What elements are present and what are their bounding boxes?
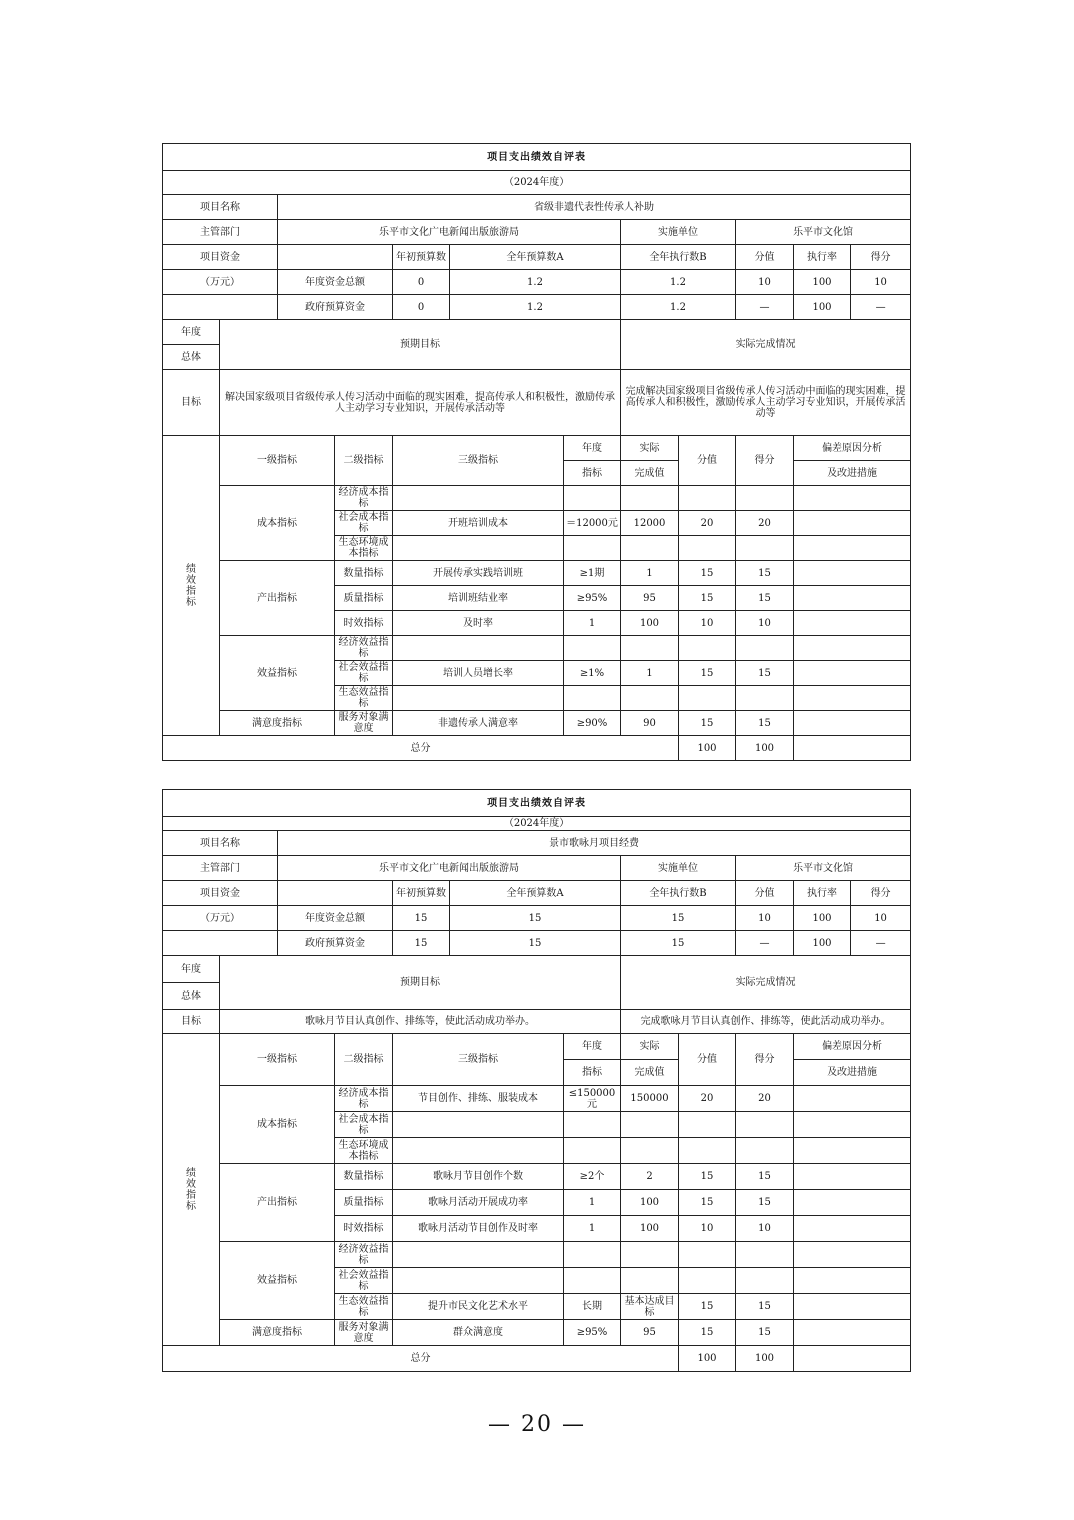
impl-unit-label: 实施单位 — [621, 856, 736, 881]
year-index-header: 年度 — [564, 436, 621, 461]
score-value: 10 — [679, 611, 736, 636]
lvl3-indicator: 节目创作、排练、服装成本 — [393, 1086, 564, 1112]
score-value — [679, 1268, 736, 1294]
col-header: 执行率 — [794, 245, 851, 270]
got-value: 15 — [736, 661, 794, 686]
annual-exec: 15 — [621, 906, 736, 931]
table-row — [163, 561, 911, 586]
actual-value: 1 — [621, 661, 679, 686]
project-name-value: 省级非遗代表性传承人补助 — [278, 195, 911, 220]
annual-full: 1.2 — [450, 270, 621, 295]
lvl2-indicator: 服务对象满意度 — [335, 711, 393, 736]
lvl3-indicator: 歌咏月节目创作个数 — [393, 1164, 564, 1190]
lvl2-indicator: 生态效益指标 — [335, 686, 393, 711]
actual-value: 95 — [621, 586, 679, 611]
dept-value: 乐平市文化广电新闻出版旅游局 — [278, 856, 621, 881]
lvl1-indicator: 效益指标 — [220, 636, 335, 711]
lvl2-indicator: 生态环境成本指标 — [335, 1138, 393, 1164]
funds-label: 项目资金 — [163, 245, 278, 270]
impl-unit-label: 实施单位 — [621, 220, 736, 245]
deviation-value — [794, 1190, 911, 1216]
expected-target-text: 解决国家级项目省级传承人传习活动中面临的现实困难，提高传承人和积极性，激励传承人主动学习专业知识，开展传承活动等 — [220, 370, 621, 436]
col-header: 分值 — [736, 881, 794, 906]
deviation-value — [794, 511, 911, 536]
form-title: 项目支出绩效自评表 — [163, 790, 911, 817]
actual-value-header: 完成值 — [621, 461, 679, 486]
actual-value — [621, 1138, 679, 1164]
lvl3-indicator — [393, 636, 564, 661]
got-value: 10 — [736, 611, 794, 636]
year-target-value — [564, 1268, 621, 1294]
score-value: 15 — [679, 561, 736, 586]
impl-unit-value: 乐平市文化馆 — [736, 856, 911, 881]
lvl3-indicator — [393, 1112, 564, 1138]
gov-full: 1.2 — [450, 295, 621, 320]
target-year-label: 年度 — [163, 956, 220, 983]
score-value — [679, 1112, 736, 1138]
lvl3-indicator: 歌咏月活动节目创作及时率 — [393, 1216, 564, 1242]
lvl3-header: 三级指标 — [393, 436, 564, 486]
total-deviation — [794, 736, 911, 761]
col-header: 执行率 — [794, 881, 851, 906]
got-value: 15 — [736, 1294, 794, 1320]
target-overall-label: 总体 — [163, 345, 220, 370]
lvl3-indicator — [393, 536, 564, 561]
lvl3-indicator: 及时率 — [393, 611, 564, 636]
deviation-value — [794, 1138, 911, 1164]
got-value: 15 — [736, 1190, 794, 1216]
got-value — [736, 536, 794, 561]
total-deviation — [794, 1346, 911, 1372]
actual-header: 实际完成情况 — [621, 320, 911, 370]
lvl1-header: 一级指标 — [220, 436, 335, 486]
score-value: 20 — [679, 511, 736, 536]
year-target-value: 长期 — [564, 1294, 621, 1320]
lvl3-indicator: 培训人员增长率 — [393, 661, 564, 686]
deviation-value — [794, 1112, 911, 1138]
year-target-value — [564, 1112, 621, 1138]
perf-indicator-label — [163, 1034, 220, 1346]
year-target-value — [564, 636, 621, 661]
table-row — [163, 711, 911, 736]
lvl2-indicator: 经济效益指标 — [335, 636, 393, 661]
actual-value: 基本达成目标 — [621, 1294, 679, 1320]
lvl1-indicator: 成本指标 — [220, 486, 335, 561]
table-row — [163, 486, 911, 511]
actual-value: 100 — [621, 611, 679, 636]
deviation-value — [794, 536, 911, 561]
got-value: 20 — [736, 511, 794, 536]
actual-value — [621, 536, 679, 561]
score-value: 20 — [679, 1086, 736, 1112]
deviation-value — [794, 686, 911, 711]
annual-full: 15 — [450, 906, 621, 931]
lvl3-indicator: 非遗传承人满意率 — [393, 711, 564, 736]
total-label: 总分 — [163, 736, 679, 761]
total-score: 100 — [679, 736, 736, 761]
funds-label: 项目资金 — [163, 881, 278, 906]
gov-full: 15 — [450, 931, 621, 956]
year-target-value: 1 — [564, 1216, 621, 1242]
total-score: 100 — [679, 1346, 736, 1372]
funds-blank — [278, 881, 393, 906]
evaluation-table — [162, 143, 911, 761]
expected-target-text: 歌咏月节目认真创作、排练等，使此活动成功举办。 — [220, 1010, 621, 1034]
got-value: 15 — [736, 711, 794, 736]
year-target-value: ≥95% — [564, 1320, 621, 1346]
lvl3-indicator: 开班培训成本 — [393, 511, 564, 536]
got-value — [736, 1268, 794, 1294]
got-value — [736, 1242, 794, 1268]
target-overall-label: 总体 — [163, 983, 220, 1010]
got-value: 20 — [736, 1086, 794, 1112]
year-target-value — [564, 536, 621, 561]
lvl2-indicator: 社会效益指标 — [335, 661, 393, 686]
year-target-value: ≤150000元 — [564, 1086, 621, 1112]
col-header: 年初预算数 — [393, 881, 450, 906]
self-evaluation-form-1 — [162, 143, 910, 761]
lvl3-indicator: 培训班结业率 — [393, 586, 564, 611]
lvl2-indicator: 经济效益指标 — [335, 1242, 393, 1268]
year-index-header: 指标 — [564, 1060, 621, 1086]
annual-exec: 1.2 — [621, 270, 736, 295]
actual-value: 100 — [621, 1216, 679, 1242]
lvl3-indicator: 开展传承实践培训班 — [393, 561, 564, 586]
col-header: 得分 — [851, 881, 911, 906]
col-header: 全年预算数A — [450, 881, 621, 906]
score-value: 15 — [679, 1164, 736, 1190]
lvl1-indicator: 产出指标 — [220, 1164, 335, 1242]
dept-label: 主管部门 — [163, 220, 278, 245]
annual-rate: 100 — [794, 270, 851, 295]
deviation-value — [794, 1086, 911, 1112]
lvl2-indicator: 时效指标 — [335, 1216, 393, 1242]
deviation-value — [794, 611, 911, 636]
table-row — [163, 1320, 911, 1346]
annual-init: 15 — [393, 906, 450, 931]
lvl3-indicator: 群众满意度 — [393, 1320, 564, 1346]
col-header: 全年预算数A — [450, 245, 621, 270]
col-header: 全年执行数B — [621, 245, 736, 270]
lvl1-indicator: 满意度指标 — [220, 1320, 335, 1346]
lvl2-indicator: 经济成本指标 — [335, 486, 393, 511]
score-value: 15 — [679, 1320, 736, 1346]
funds-blank — [163, 931, 278, 956]
col-header: 分值 — [736, 245, 794, 270]
lvl1-indicator: 产出指标 — [220, 561, 335, 636]
actual-value-header: 实际 — [621, 436, 679, 461]
got-value — [736, 636, 794, 661]
got-header: 得分 — [736, 436, 794, 486]
expected-header: 预期目标 — [220, 956, 621, 1010]
impl-unit-value: 乐平市文化馆 — [736, 220, 911, 245]
score-header: 分值 — [679, 1034, 736, 1086]
perf-indicator-text: 绩效指标 — [186, 1167, 196, 1212]
score-value — [679, 636, 736, 661]
deviation-value — [794, 1164, 911, 1190]
year-target-value: ≥2个 — [564, 1164, 621, 1190]
col-header: 得分 — [851, 245, 911, 270]
actual-value — [621, 1112, 679, 1138]
deviation-value — [794, 636, 911, 661]
lvl2-indicator: 经济成本指标 — [335, 1086, 393, 1112]
gov-exec: 1.2 — [621, 295, 736, 320]
got-value: 15 — [736, 1164, 794, 1190]
year-target-value: ＝12000元 — [564, 511, 621, 536]
annual-got: 10 — [851, 906, 911, 931]
got-value — [736, 1138, 794, 1164]
gov-got: — — [851, 295, 911, 320]
actual-value: 150000 — [621, 1086, 679, 1112]
funds-blank — [278, 245, 393, 270]
actual-value-header: 实际 — [621, 1034, 679, 1060]
lvl1-indicator: 满意度指标 — [220, 711, 335, 736]
lvl3-indicator — [393, 686, 564, 711]
evaluation-table — [162, 789, 911, 1372]
gov-budget-label: 政府预算资金 — [278, 295, 393, 320]
actual-value-header: 完成值 — [621, 1060, 679, 1086]
lvl1-indicator: 成本指标 — [220, 1086, 335, 1164]
actual-value — [621, 636, 679, 661]
perf-indicator-label — [163, 436, 220, 736]
project-name-value: 景市歌咏月项目经费 — [278, 831, 911, 856]
deviation-value — [794, 1242, 911, 1268]
deviation-value — [794, 1294, 911, 1320]
year-target-value: ≥95% — [564, 586, 621, 611]
year-index-header: 指标 — [564, 461, 621, 486]
lvl2-header: 二级指标 — [335, 436, 393, 486]
year-target-value — [564, 486, 621, 511]
lvl3-indicator — [393, 1268, 564, 1294]
lvl2-indicator: 社会成本指标 — [335, 511, 393, 536]
gov-rate: 100 — [794, 295, 851, 320]
deviation-value — [794, 711, 911, 736]
total-label: 总分 — [163, 1346, 679, 1372]
lvl1-header: 一级指标 — [220, 1034, 335, 1086]
gov-init: 15 — [393, 931, 450, 956]
score-value: 15 — [679, 711, 736, 736]
score-value: 15 — [679, 1294, 736, 1320]
lvl2-indicator: 质量指标 — [335, 1190, 393, 1216]
lvl1-indicator: 效益指标 — [220, 1242, 335, 1320]
annual-score: 10 — [736, 906, 794, 931]
gov-exec: 15 — [621, 931, 736, 956]
gov-score: — — [736, 931, 794, 956]
dept-label: 主管部门 — [163, 856, 278, 881]
got-value: 15 — [736, 586, 794, 611]
target-year-label: 年度 — [163, 320, 220, 345]
actual-completion-text: 完成解决国家级项目省级传承人传习活动中面临的现实困难，提高传承人和积极性，激励传承人主动学习专业知识，开展传承活动等 — [621, 370, 911, 436]
target-label: 目标 — [163, 370, 220, 436]
funds-unit-label: （万元） — [163, 270, 278, 295]
lvl2-indicator: 数量指标 — [335, 1164, 393, 1190]
got-header: 得分 — [736, 1034, 794, 1086]
lvl3-header: 三级指标 — [393, 1034, 564, 1086]
year-target-value — [564, 686, 621, 711]
year-target-value: ≥90% — [564, 711, 621, 736]
deviation-header: 偏差原因分析 — [794, 1034, 911, 1060]
project-name-label: 项目名称 — [163, 195, 278, 220]
got-value: 10 — [736, 1216, 794, 1242]
deviation-value — [794, 661, 911, 686]
page-number: — 20 — — [488, 1412, 586, 1437]
lvl2-indicator: 质量指标 — [335, 586, 393, 611]
lvl2-indicator: 社会成本指标 — [335, 1112, 393, 1138]
year-target-value — [564, 1138, 621, 1164]
expected-header: 预期目标 — [220, 320, 621, 370]
score-value — [679, 536, 736, 561]
dept-value: 乐平市文化广电新闻出版旅游局 — [278, 220, 621, 245]
actual-value — [621, 686, 679, 711]
lvl2-indicator: 生态效益指标 — [335, 1294, 393, 1320]
year-target-value: 1 — [564, 1190, 621, 1216]
year-target-value: ≥1% — [564, 661, 621, 686]
actual-value: 90 — [621, 711, 679, 736]
lvl3-indicator — [393, 486, 564, 511]
annual-got: 10 — [851, 270, 911, 295]
deviation-header: 偏差原因分析 — [794, 436, 911, 461]
table-row — [163, 1086, 911, 1112]
lvl2-indicator: 时效指标 — [335, 611, 393, 636]
perf-indicator-text: 绩效指标 — [186, 563, 196, 608]
gov-got: — — [851, 931, 911, 956]
score-value — [679, 686, 736, 711]
funds-unit-label: （万元） — [163, 906, 278, 931]
score-value — [679, 1138, 736, 1164]
deviation-header: 及改进措施 — [794, 461, 911, 486]
gov-budget-label: 政府预算资金 — [278, 931, 393, 956]
lvl2-indicator: 数量指标 — [335, 561, 393, 586]
actual-value — [621, 486, 679, 511]
lvl2-indicator: 生态环境成本指标 — [335, 536, 393, 561]
annual-score: 10 — [736, 270, 794, 295]
got-value — [736, 486, 794, 511]
annual-init: 0 — [393, 270, 450, 295]
deviation-value — [794, 1268, 911, 1294]
deviation-value — [794, 1320, 911, 1346]
lvl3-indicator: 提升市民文化艺术水平 — [393, 1294, 564, 1320]
got-value: 15 — [736, 1320, 794, 1346]
form-year: （2024年度） — [163, 171, 911, 195]
total-got: 100 — [736, 1346, 794, 1372]
deviation-header: 及改进措施 — [794, 1060, 911, 1086]
score-value — [679, 1242, 736, 1268]
score-value — [679, 486, 736, 511]
gov-score: — — [736, 295, 794, 320]
table-row — [163, 636, 911, 661]
col-header: 全年执行数B — [621, 881, 736, 906]
year-target-value: ≥1期 — [564, 561, 621, 586]
lvl3-indicator: 歌咏月活动开展成功率 — [393, 1190, 564, 1216]
score-value: 10 — [679, 1216, 736, 1242]
form-title: 项目支出绩效自评表 — [163, 144, 911, 171]
annual-total-label: 年度资金总额 — [278, 270, 393, 295]
got-value: 15 — [736, 561, 794, 586]
actual-completion-text: 完成歌咏月节目认真创作、排练等，使此活动成功举办。 — [621, 1010, 911, 1034]
funds-blank — [163, 295, 278, 320]
score-header: 分值 — [679, 436, 736, 486]
lvl2-indicator: 服务对象满意度 — [335, 1320, 393, 1346]
annual-total-label: 年度资金总额 — [278, 906, 393, 931]
actual-value — [621, 1268, 679, 1294]
annual-rate: 100 — [794, 906, 851, 931]
table-row — [163, 1164, 911, 1190]
lvl3-indicator — [393, 1138, 564, 1164]
got-value — [736, 1112, 794, 1138]
actual-value: 2 — [621, 1164, 679, 1190]
year-target-value — [564, 1242, 621, 1268]
self-evaluation-form-2 — [162, 789, 910, 1372]
score-value: 15 — [679, 586, 736, 611]
actual-value: 12000 — [621, 511, 679, 536]
form-year: （2024年度） — [163, 817, 911, 831]
gov-init: 0 — [393, 295, 450, 320]
deviation-value — [794, 1216, 911, 1242]
actual-value: 95 — [621, 1320, 679, 1346]
actual-value — [621, 1242, 679, 1268]
col-header: 年初预算数 — [393, 245, 450, 270]
actual-header: 实际完成情况 — [621, 956, 911, 1010]
deviation-value — [794, 586, 911, 611]
project-name-label: 项目名称 — [163, 831, 278, 856]
table-row — [163, 1242, 911, 1268]
gov-rate: 100 — [794, 931, 851, 956]
year-target-value: 1 — [564, 611, 621, 636]
got-value — [736, 686, 794, 711]
score-value: 15 — [679, 661, 736, 686]
deviation-value — [794, 486, 911, 511]
year-index-header: 年度 — [564, 1034, 621, 1060]
total-got: 100 — [736, 736, 794, 761]
score-value: 15 — [679, 1190, 736, 1216]
actual-value: 1 — [621, 561, 679, 586]
actual-value: 100 — [621, 1190, 679, 1216]
lvl2-header: 二级指标 — [335, 1034, 393, 1086]
lvl2-indicator: 社会效益指标 — [335, 1268, 393, 1294]
deviation-value — [794, 561, 911, 586]
target-label: 目标 — [163, 1010, 220, 1034]
lvl3-indicator — [393, 1242, 564, 1268]
